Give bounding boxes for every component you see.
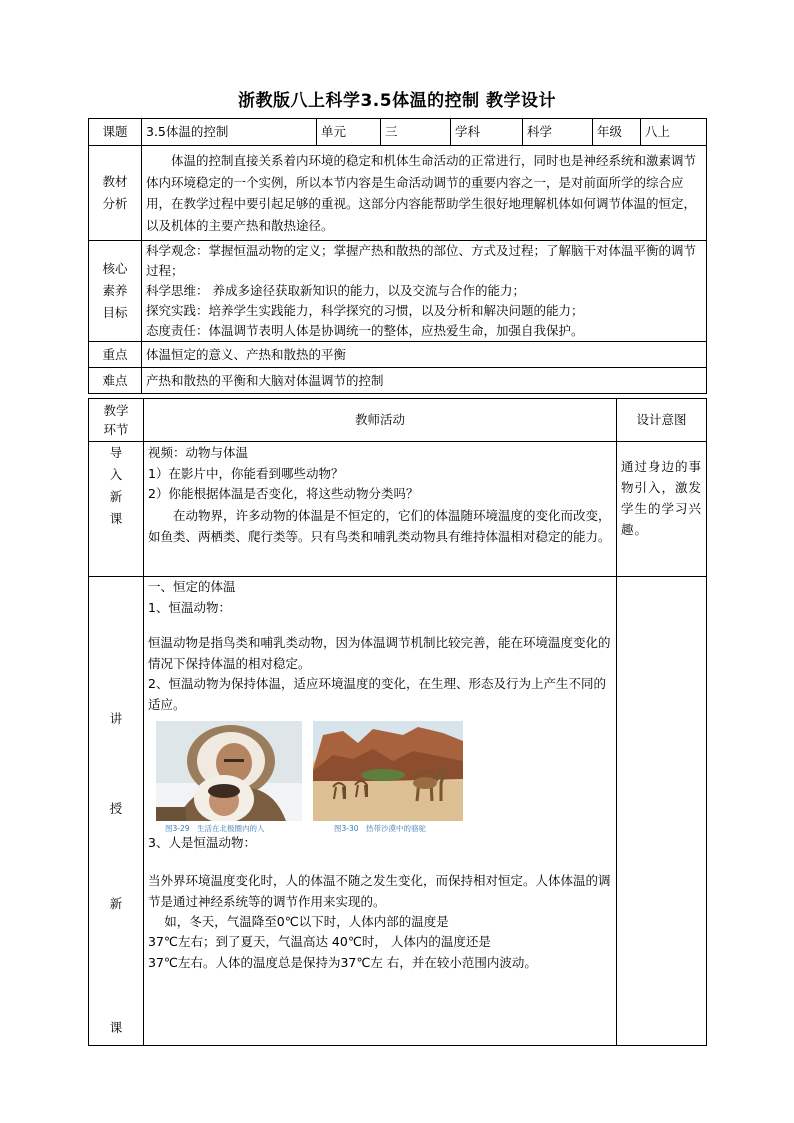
stage-header: 教学 环节 bbox=[89, 399, 144, 442]
figure-caption-1: 图3-29 生活在北极圈内的人 bbox=[165, 824, 265, 833]
figure-caption-2: 图3-30 热带沙漠中的骆驼 bbox=[334, 824, 427, 833]
subheading-1: 1、恒温动物： bbox=[148, 599, 231, 615]
subject-label: 学科 bbox=[451, 119, 523, 146]
unit-value: 三 bbox=[381, 119, 451, 146]
section-heading: 一、恒定的体温 bbox=[148, 579, 236, 594]
paragraph-4-line-2: 37℃左右；到了夏天，气温高达 40℃时， 人体内的温度还是 bbox=[148, 934, 491, 949]
lecture-stage-label: 讲 授 新 课 bbox=[89, 577, 144, 1046]
document-title: 浙教版八上科学3.5体温的控制 教学设计 bbox=[237, 91, 557, 111]
intro-design-intent: 通过身边的事物引入，激发学生的学习兴趣。 bbox=[617, 442, 707, 577]
figure-row bbox=[148, 721, 612, 833]
intro-paragraph: 在动物界，许多动物的体温是不恒定的，它们的体温随环境温度的变化而改变，如鱼类、两栖类、爬行类等。只有鸟类和哺乳类动物具有维持体温相对稳定的能力。 bbox=[148, 507, 611, 544]
subheading-3: 3、人是恒温动物： bbox=[148, 835, 256, 850]
paragraph-4-line-1: 如，冬天，气温降至0℃以下时，人体内部的温度是 bbox=[164, 913, 449, 929]
difficulty-text: 产热和散热的平衡和大脑对体温调节的控制 bbox=[142, 368, 707, 394]
paragraph-1: 恒温动物是指鸟类和哺乳类动物，因为体温调节机制比较完善，能在环境温度变化的情况下保持体温的相对稳定。 bbox=[148, 635, 611, 671]
subheading-2: 2、恒温动物为保持体温，适应环境温度的变化，在生理、形态及行为上产生不同的适应。 bbox=[148, 676, 606, 712]
literacy-line: 科学思维： 养成多途径获取新知识的能力，以及交流与合作的能力； bbox=[146, 283, 525, 298]
intro-stage-label: 导 入 新 课 bbox=[89, 442, 144, 577]
grade-value: 八上 bbox=[641, 119, 707, 146]
unit-label: 单元 bbox=[317, 119, 381, 146]
literacy-text bbox=[142, 241, 707, 342]
topic-label: 课题 bbox=[89, 119, 142, 146]
key-point-text: 体温恒定的意义、产热和散热的平衡 bbox=[142, 342, 707, 368]
desert-camels-photo bbox=[313, 721, 463, 821]
arctic-people-photo bbox=[156, 721, 302, 821]
question-2: 2）你能根据体温是否变化，将这些动物分类吗？ bbox=[148, 486, 419, 501]
subject-value: 科学 bbox=[523, 119, 593, 146]
design-intent-header: 设计意图 bbox=[617, 399, 707, 442]
intro-teacher-activity bbox=[144, 442, 617, 577]
literacy-line: 探究实践：培养学生实践能力，科学探究的习惯，以及分析和解决问题的能力； bbox=[146, 303, 584, 318]
literacy-line: 态度责任：体温调节表明人体是协调统一的整体，应热爱生命，加强自我保护。 bbox=[146, 323, 584, 338]
literacy-line: 科学观念：掌握恒温动物的定义；掌握产热和散热的部位、方式及过程；了解脑干对体温平衡的调节过程； bbox=[146, 243, 697, 278]
lecture-design-intent bbox=[617, 577, 707, 1046]
difficulty-label: 难点 bbox=[89, 368, 142, 394]
analysis-label: 教材分析 bbox=[89, 146, 142, 241]
video-line: 视频：动物与体温 bbox=[148, 445, 249, 460]
teaching-process-table bbox=[88, 398, 707, 1046]
paragraph-4-line-3: 37℃左右。人体的温度总是保持为37℃左 右，并在较小范围内波动。 bbox=[148, 954, 537, 970]
key-point-label: 重点 bbox=[89, 342, 142, 368]
analysis-text: 体温的控制直接关系着内环境的稳定和机体生命活动的正常进行，同时也是神经系统和激素调节体内环境稳定的一个实例，所以本节内容是生命活动调节的重要内容之一，是对前面所学的综合应用，在教学过程中要引起足够的重视。这部分内容能帮助学生很好地理解机体如何调节体温的恒定，以及机体的主要产热和散热途径。 bbox=[142, 146, 707, 241]
teacher-activity-header: 教师活动 bbox=[144, 399, 617, 442]
grade-label: 年级 bbox=[593, 119, 641, 146]
topic-value: 3.5体温的控制 bbox=[142, 119, 317, 146]
paragraph-3: 当外界环境温度变化时，人的体温不随之发生变化，而保持相对恒定。人体体温的调节是通过神经系统等的调节作用来实现的。 bbox=[148, 872, 611, 909]
literacy-label: 核心 素养 目标 bbox=[89, 241, 142, 342]
course-info-table bbox=[88, 118, 707, 394]
lecture-teacher-activity bbox=[144, 577, 617, 1046]
question-1: 1）在影片中，你能看到哪些动物？ bbox=[148, 465, 344, 481]
